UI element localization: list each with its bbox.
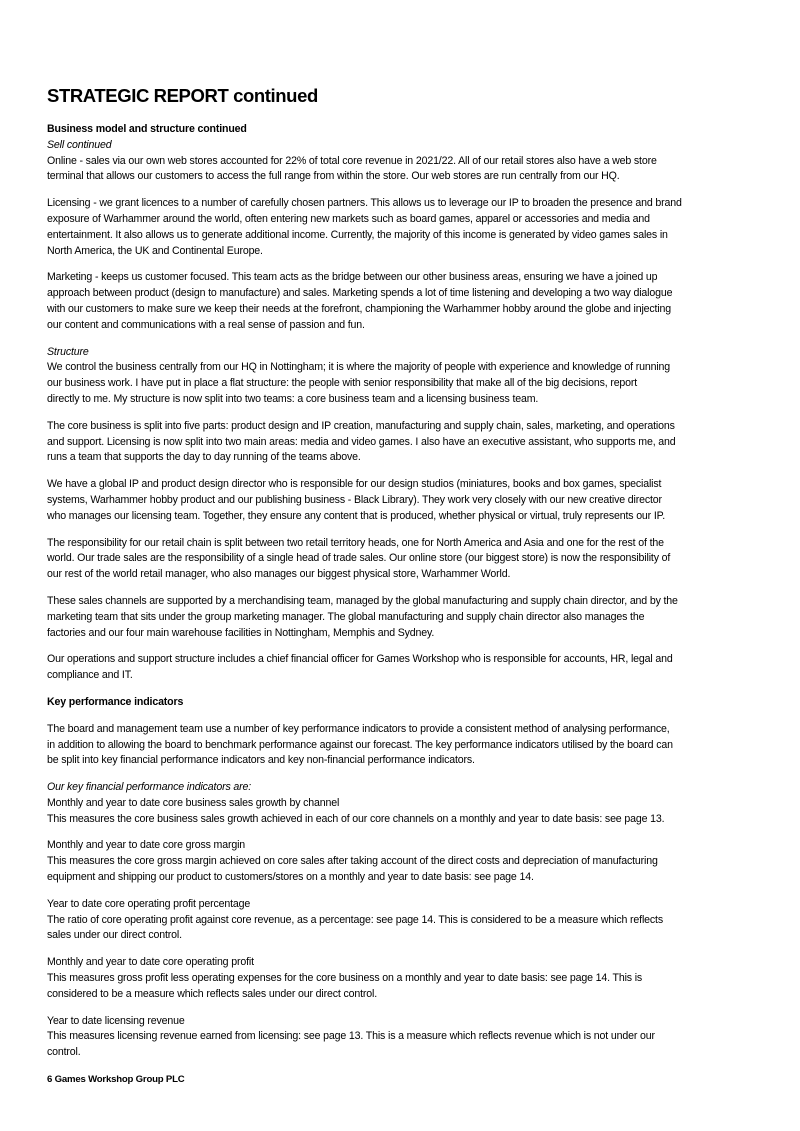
text-line: approach between product (design to manufacture) and sales. Marketing spends a lot of time listening and developing a two way dialogue [47, 287, 673, 300]
paragraph [47, 652, 767, 684]
text-line: Marketing - keeps us customer focused. This team acts as the bridge between our other business areas, ensuring we have a joined up [47, 271, 658, 284]
text-line: our content and communications with a real sense of passion and fun. [47, 318, 365, 331]
subheading: Sell continued [47, 138, 112, 151]
section-heading: Key performance indicators [47, 695, 184, 708]
paragraph [47, 838, 767, 885]
text-line: The board and management team use a number of key performance indicators to provide a consistent method of analysing performance, [47, 722, 670, 735]
text-line: sales under our direct control. [47, 929, 182, 942]
text-line: our business work. I have put in place a flat structure: the people with senior responsibility that make all of the big decisions, report [47, 377, 638, 390]
paragraph [47, 594, 767, 641]
paragraph [47, 695, 767, 711]
text-line: who manages our licensing team. Together, they ensure any content that is produced, whether physical or virtual, truly represents our IP. [47, 509, 665, 522]
text-line: These sales channels are supported by a merchandising team, managed by the global manufacturing and supply chain director, and by the [47, 594, 678, 607]
text-line: Monthly and year to date core business sales growth by channel [47, 796, 340, 809]
text-line: Monthly and year to date core operating profit [47, 956, 254, 969]
text-line: our rest of the world retail manager, who also manages our biggest physical store, Warhammer World. [47, 568, 511, 581]
text-line: The core business is split into five parts: product design and IP creation, manufacturing and supply chain, sales, marketing, and operations [47, 419, 675, 432]
paragraph [47, 780, 767, 827]
text-line: equipment and shipping our product to customers/stores on a monthly and year to date basis: see page 14. [47, 871, 534, 884]
text-line: Year to date core operating profit percentage [47, 897, 251, 910]
text-line: Online - sales via our own web stores accounted for 22% of total core revenue in 2021/22. All of our retail stores also have a web store [47, 154, 657, 167]
text-line: factories and our four main warehouse facilities in Nottingham, Memphis and Sydney. [47, 626, 435, 639]
text-line: North America, the UK and Continental Europe. [47, 244, 263, 257]
text-line: marketing team that sits under the group marketing manager. The global manufacturing and supply chain director also manages the [47, 610, 645, 623]
page-footer: 6 Games Workshop Group PLC [47, 1074, 185, 1085]
document-body [47, 122, 767, 1072]
text-line: Licensing - we grant licences to a number of carefully chosen partners. This allows us to leverage our IP to broaden the presence and brand [47, 197, 682, 210]
paragraph [47, 196, 767, 259]
text-line: This measures gross profit less operating expenses for the core business on a monthly and year to date basis: see page 14. This is [47, 972, 643, 985]
paragraph [47, 536, 767, 583]
text-line: terminal that allows our customers to access the full range from within the store. Our web stores are run centrally from our HQ. [47, 170, 620, 183]
text-line: in addition to allowing the board to benchmark performance against our forecast. The key performance indicators utilised by the board can [47, 738, 673, 751]
text-line: Monthly and year to date core gross margin [47, 839, 246, 852]
text-line: with our customers to make sure we keep their needs at the forefront, championing the Warhammer hobby around the globe and injecting [47, 302, 672, 315]
paragraph [47, 122, 767, 185]
text-line: systems, Warhammer hobby product and our publishing business - Black Library). They work very closely with our new creative director [47, 493, 662, 506]
text-line: considered to be a measure which reflects sales under our direct control. [47, 987, 377, 1000]
paragraph [47, 897, 767, 944]
paragraph [47, 345, 767, 408]
text-line: Year to date licensing revenue [47, 1014, 185, 1027]
paragraph [47, 270, 767, 333]
text-line: exposure of Warhammer around the world, often entering new markets such as board games, apparel or accessories and media and [47, 212, 650, 225]
text-line: entertainment. It also allows us to generate additional income. Currently, the majority of this income is generated by video games sales in [47, 228, 668, 241]
subheading: Structure [47, 345, 89, 358]
page-title: STRATEGIC REPORT continued [47, 85, 318, 106]
text-line: We have a global IP and product design director who is responsible for our design studios (miniatures, books and box games, specialist [47, 478, 662, 491]
text-line: Our operations and support structure includes a chief financial officer for Games Workshop who is responsible for accounts, HR, legal and [47, 653, 673, 666]
paragraph [47, 1014, 767, 1061]
text-line: This measures the core gross margin achieved on core sales after taking account of the direct costs and depreciation of manufacturing [47, 855, 658, 868]
text-line: The ratio of core operating profit against core revenue, as a percentage: see page 14. This is considered to be a measure which reflects [47, 913, 663, 926]
paragraph [47, 722, 767, 769]
subheading: Our key financial performance indicators are: [47, 781, 252, 794]
text-line: We control the business centrally from our HQ in Nottingham; it is where the majority of people with experience and knowledge of running [47, 361, 671, 374]
text-line: be split into key financial performance indicators and key non-financial performance indicators. [47, 754, 475, 767]
text-line: control. [47, 1046, 81, 1059]
text-line: runs a team that supports the day to day running of the teams above. [47, 451, 361, 464]
text-line: and support. Licensing is now split into two main areas: media and video games. I also have an executive assistant, who supports me, and [47, 435, 676, 448]
text-line: world. Our trade sales are the responsibility of a single head of trade sales. Our online store (our biggest store) is now the responsibility of [47, 552, 671, 565]
text-line: The responsibility for our retail chain is split between two retail territory heads, one for North America and Asia and one for the rest of the [47, 536, 664, 549]
paragraph [47, 955, 767, 1002]
section-heading: Business model and structure continued [47, 123, 247, 135]
paragraph [47, 419, 767, 466]
text-line: This measures the core business sales growth achieved in each of our core channels on a monthly and year to date basis: see page 13. [47, 812, 665, 825]
text-line: directly to me. My structure is now split into two teams: a core business team and a licensing business team. [47, 392, 539, 405]
text-line: compliance and IT. [47, 669, 133, 682]
paragraph [47, 477, 767, 524]
text-line: This measures licensing revenue earned from licensing: see page 13. This is a measure which reflects revenue which is not under our [47, 1030, 655, 1043]
